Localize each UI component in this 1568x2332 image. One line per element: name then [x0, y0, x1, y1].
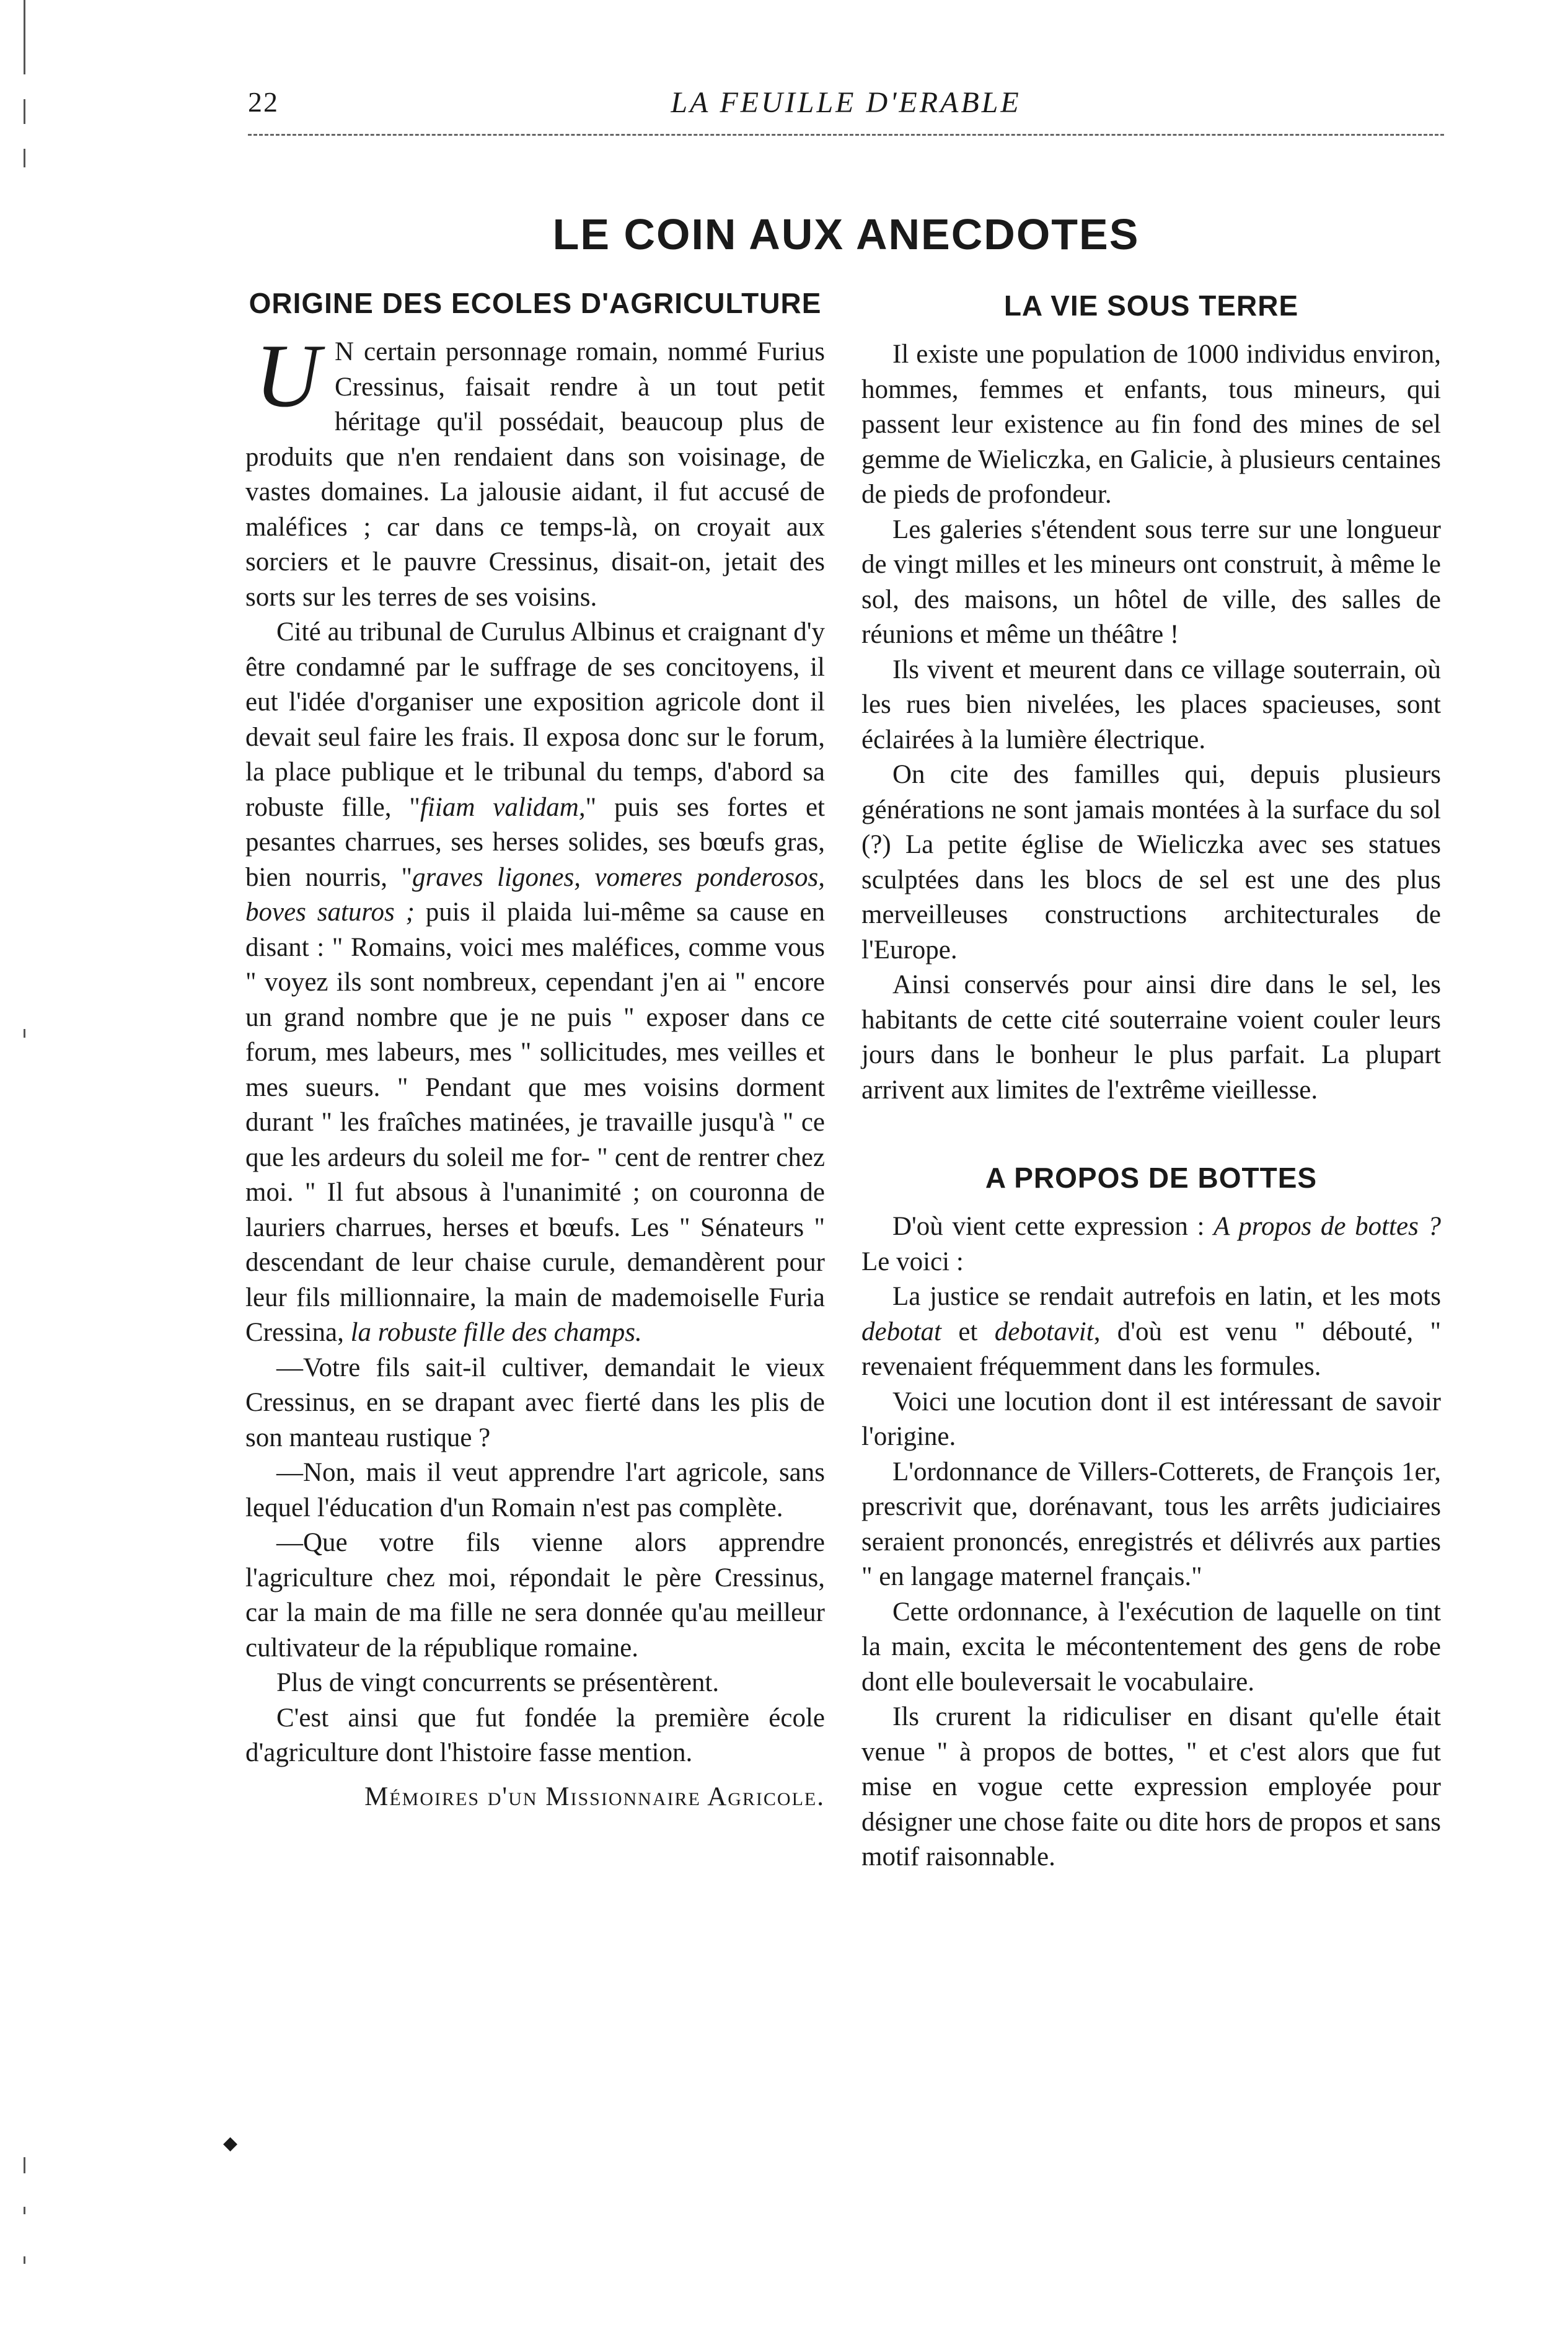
paragraph-text: certain personnage romain, nommé Furius Cressinus, faisait rendre à un tout petit héritage qu'il possédait, beaucoup plus de produits que n'en rendaient dans son voisinage, de vastes domaines. La jalousie aidant, il fut accusé de maléfices ; car dans ce temps-là, on croyait aux sorciers et le pauvre Cressinus, disait-on, jetait des sorts sur les terres de ses voisins. — [245, 337, 825, 612]
dropcap-initial: U — [255, 325, 320, 426]
paragraph-text: La justice se rendait autrefois en latin, et les mots — [892, 1282, 1441, 1311]
latin-quote: graves ligones, vomeres ponderosos, boves saturos ; — [245, 862, 825, 927]
journal-title: LA FEUILLE D'ERABLE — [671, 86, 1021, 119]
paragraph: —Non, mais il veut apprendre l'art agricole, sans lequel l'éducation d'un Romain n'est pas complète. — [245, 1458, 825, 1522]
italic-phrase: la robuste fille des champs. — [350, 1318, 642, 1347]
right-column — [861, 286, 1441, 1875]
paragraph — [861, 1209, 1441, 1279]
paragraph — [861, 1279, 1441, 1385]
paragraph: C'est ainsi que fut fondée la première école d'agriculture dont l'histoire fasse mention. — [245, 1703, 825, 1767]
paragraph: Cette ordonnance, à l'exécution de laquelle on tint la main, excita le mécontentement des gens de robe dont elle bouleversait le vocabulaire. — [861, 1597, 1441, 1697]
article-title-vie-sous-terre: LA VIE SOUS TERRE — [1003, 289, 1299, 322]
margin-mark-icon: ◆ — [223, 2133, 238, 2153]
article-signature: Mémoires d'un Missionnaire Agricole. — [364, 1782, 825, 1811]
paragraph-text: D'où vient cette expression : — [892, 1212, 1214, 1241]
paragraph: Plus de vingt concurrents se présentèrent. — [276, 1668, 720, 1697]
paragraph — [245, 615, 825, 1351]
paragraph: L'ordonnance de Villers-Cotterets, de François 1er, prescrivit que, dorénavant, tous les arrêts judiciaires seraient prononcés, enregistrés et délivrés aux parties " en langage maternel français." — [861, 1457, 1441, 1591]
paragraph — [245, 325, 825, 615]
paragraph-text: Cité au tribunal de Curulus Albinus et craignant d'y être condamné par le suffrage de ses concitoyens, il eut l'idée d'organiser une exposition agricole dont il devait seul faire les frais. Il exposa donc sur le forum, la place publique et le tribunal du temps, d'abord sa robuste fille, " — [245, 617, 825, 822]
page-number: 22 — [248, 86, 279, 118]
section-spacer — [861, 1108, 1441, 1159]
article-title-a-propos-de-bottes: A PROPOS DE BOTTES — [985, 1162, 1318, 1194]
paragraph-text: , d'où est venu " débouté, " revenaient fréquemment dans les formules. — [861, 1317, 1441, 1381]
paragraph: Les galeries s'étendent sous terre sur une longueur de vingt milles et les mineurs ont construit, à même le sol, des maisons, un hôtel de ville, des salles de réunions et même un théâtre ! — [861, 515, 1441, 649]
first-word-rest: N — [335, 337, 355, 366]
left-column — [245, 286, 825, 1814]
paragraph: On cite des familles qui, depuis plusieurs générations ne sont jamais montées à la surface du sol (?) La petite église de Wieliczka avec ses statues sculptées dans les blocs de sel est une des plus merveilleuses constructions architecturales de l'Europe. — [861, 760, 1441, 965]
latin-word: debotat — [861, 1317, 941, 1346]
header-divider — [248, 134, 1444, 136]
paragraph: Voici une locution dont il est intéressant de savoir l'origine. — [861, 1387, 1441, 1451]
paragraph: —Que votre fils vienne alors apprendre l'agriculture chez moi, répondait le père Cressinus, car la main de ma fille ne sera donnée qu'au meilleur cultivateur de la république romaine. — [245, 1528, 825, 1663]
paragraph: Ils vivent et meurent dans ce village souterrain, où les rues bien nivelées, les places spacieuses, sont éclairées à la lumière électrique. — [861, 655, 1441, 754]
paragraph: Ainsi conservés pour ainsi dire dans le sel, les habitants de cette cité souterraine voient couler leurs jours dans le bonheur le plus parfait. La plupart arrivent aux limites de l'extrême vieillesse. — [861, 970, 1441, 1105]
scan-edge-marks — [17, 0, 36, 2332]
latin-quote: fiiam validam, — [420, 792, 586, 822]
paragraph-text: puis il plaida lui-même sa cause en disant : " Romains, voici mes maléfices, comme vous " voyez ils sont nombreux, cependant j'en ai " encore un grand nombre que je ne puis " exposer dans ce forum, mes labeurs, mes " sollicitudes, mes veilles et mes sueurs. " Pendant que mes voisins dorment durant " les fraîches matinées, je travaille jusqu'à " ce que les ardeurs du soleil me for- " cent de rentrer chez moi. " Il fut absous à l'unanimité ; on couronna de lauriers charrues, herses et bœufs. Les " Sénateurs " descendant de leur chaise curule, demandèrent pour leur fils millionnaire, la main de mademoiselle Furia Cressina, — [245, 898, 826, 1347]
running-header — [248, 86, 1444, 129]
main-title: LE COIN AUX ANECDOTES — [552, 210, 1140, 258]
paragraph: —Votre fils sait-il cultiver, demandait le vieux Cressinus, en se drapant avec fierté dans les plis de son manteau rustique ? — [245, 1353, 825, 1452]
paragraph: Ils crurent la ridiculiser en disant qu'elle était venue " à propos de bottes, " et c'est alors que fut mise en vogue cette expression employée pour désigner une chose faite ou dite hors de propos et sans motif raisonnable. — [861, 1702, 1441, 1871]
paragraph: Il existe une population de 1000 individus environ, hommes, femmes et enfants, tous mineurs, qui passent leur existence au fin fond des mines de sel gemme de Wieliczka, en Galicie, à plusieurs centaines de pieds de profondeur. — [861, 340, 1441, 509]
paragraph-text: Le voici : — [861, 1247, 964, 1276]
latin-word: debotavit — [994, 1317, 1094, 1346]
italic-phrase: A propos de bottes ? — [1213, 1212, 1441, 1241]
article-title-origine: ORIGINE DES ECOLES D'AGRICULTURE — [249, 287, 822, 319]
paragraph-text: et — [941, 1317, 995, 1346]
paragraph-text: " puis ses fortes et pesantes charrues, ses herses solides, ses bœufs gras, bien nourris, " — [245, 792, 825, 892]
